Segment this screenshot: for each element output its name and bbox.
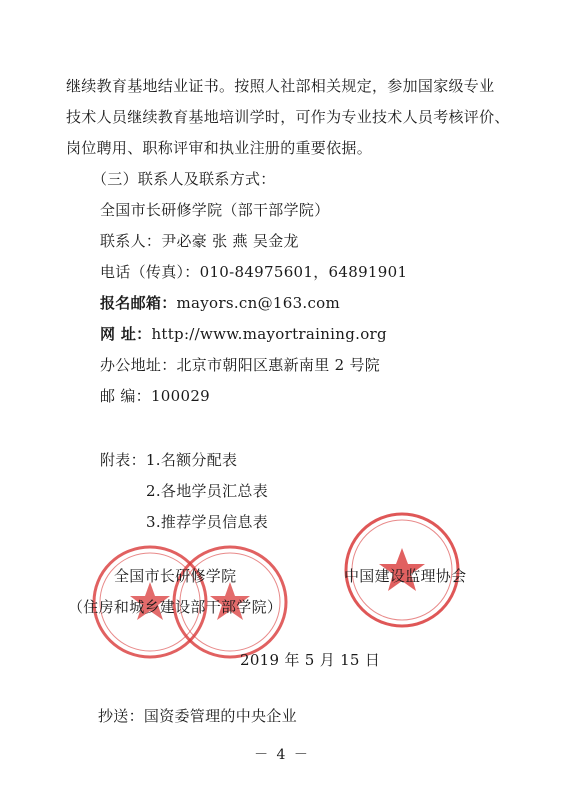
website-value: http://www.mayortraining.org — [151, 325, 387, 343]
attachment-item-2: 2.各地学员汇总表 — [146, 482, 269, 500]
attachments-line-1 — [100, 450, 237, 470]
signature-left-line-1: 全国市长研修学院 — [114, 567, 237, 585]
email-label: 报名邮箱： — [100, 294, 177, 312]
contact-email — [100, 293, 340, 313]
attachment-item-1: 1.名额分配表 — [145, 451, 238, 469]
contact-org: 全国市长研修学院（部干部学院） — [100, 201, 330, 219]
postcode-label: 邮 编： — [100, 387, 151, 405]
cc-line: 抄送：国资委管理的中央企业 — [98, 707, 297, 725]
contact-website — [100, 324, 387, 344]
email-value: mayors.cn@163.com — [176, 294, 341, 312]
paragraph-line-1: 继续教育基地结业证书。按照人社部相关规定，参加国家级专业 — [66, 77, 495, 95]
website-label: 网 址： — [100, 325, 152, 343]
attachments-label: 附表： — [100, 451, 146, 469]
contact-heading: （三）联系人及联系方式： — [92, 170, 276, 188]
attachment-item-3: 3.推荐学员信息表 — [146, 513, 269, 531]
page-number: － 4 － — [254, 747, 310, 763]
contact-persons: 联系人：尹必豪 张 燕 吴金龙 — [100, 232, 299, 250]
signature-right-line-1: 中国建设监理协会 — [344, 567, 467, 585]
signature-date: 2019 年 5 月 15 日 — [240, 651, 381, 669]
paragraph-line-3: 岗位聘用、职称评审和执业注册的重要依据。 — [66, 139, 373, 157]
contact-address: 办公地址：北京市朝阳区惠新南里 2 号院 — [100, 356, 381, 374]
contact-phone: 电话（传真）：010-84975601，64891901 — [100, 263, 408, 281]
signature-left-line-2: （住房和城乡建设部干部学院） — [68, 598, 283, 616]
postcode-value: 100029 — [150, 387, 211, 405]
contact-postcode — [100, 386, 210, 406]
paragraph-line-2: 技术人员继续教育基地培训学时，可作为专业技术人员考核评价、 — [66, 108, 510, 126]
